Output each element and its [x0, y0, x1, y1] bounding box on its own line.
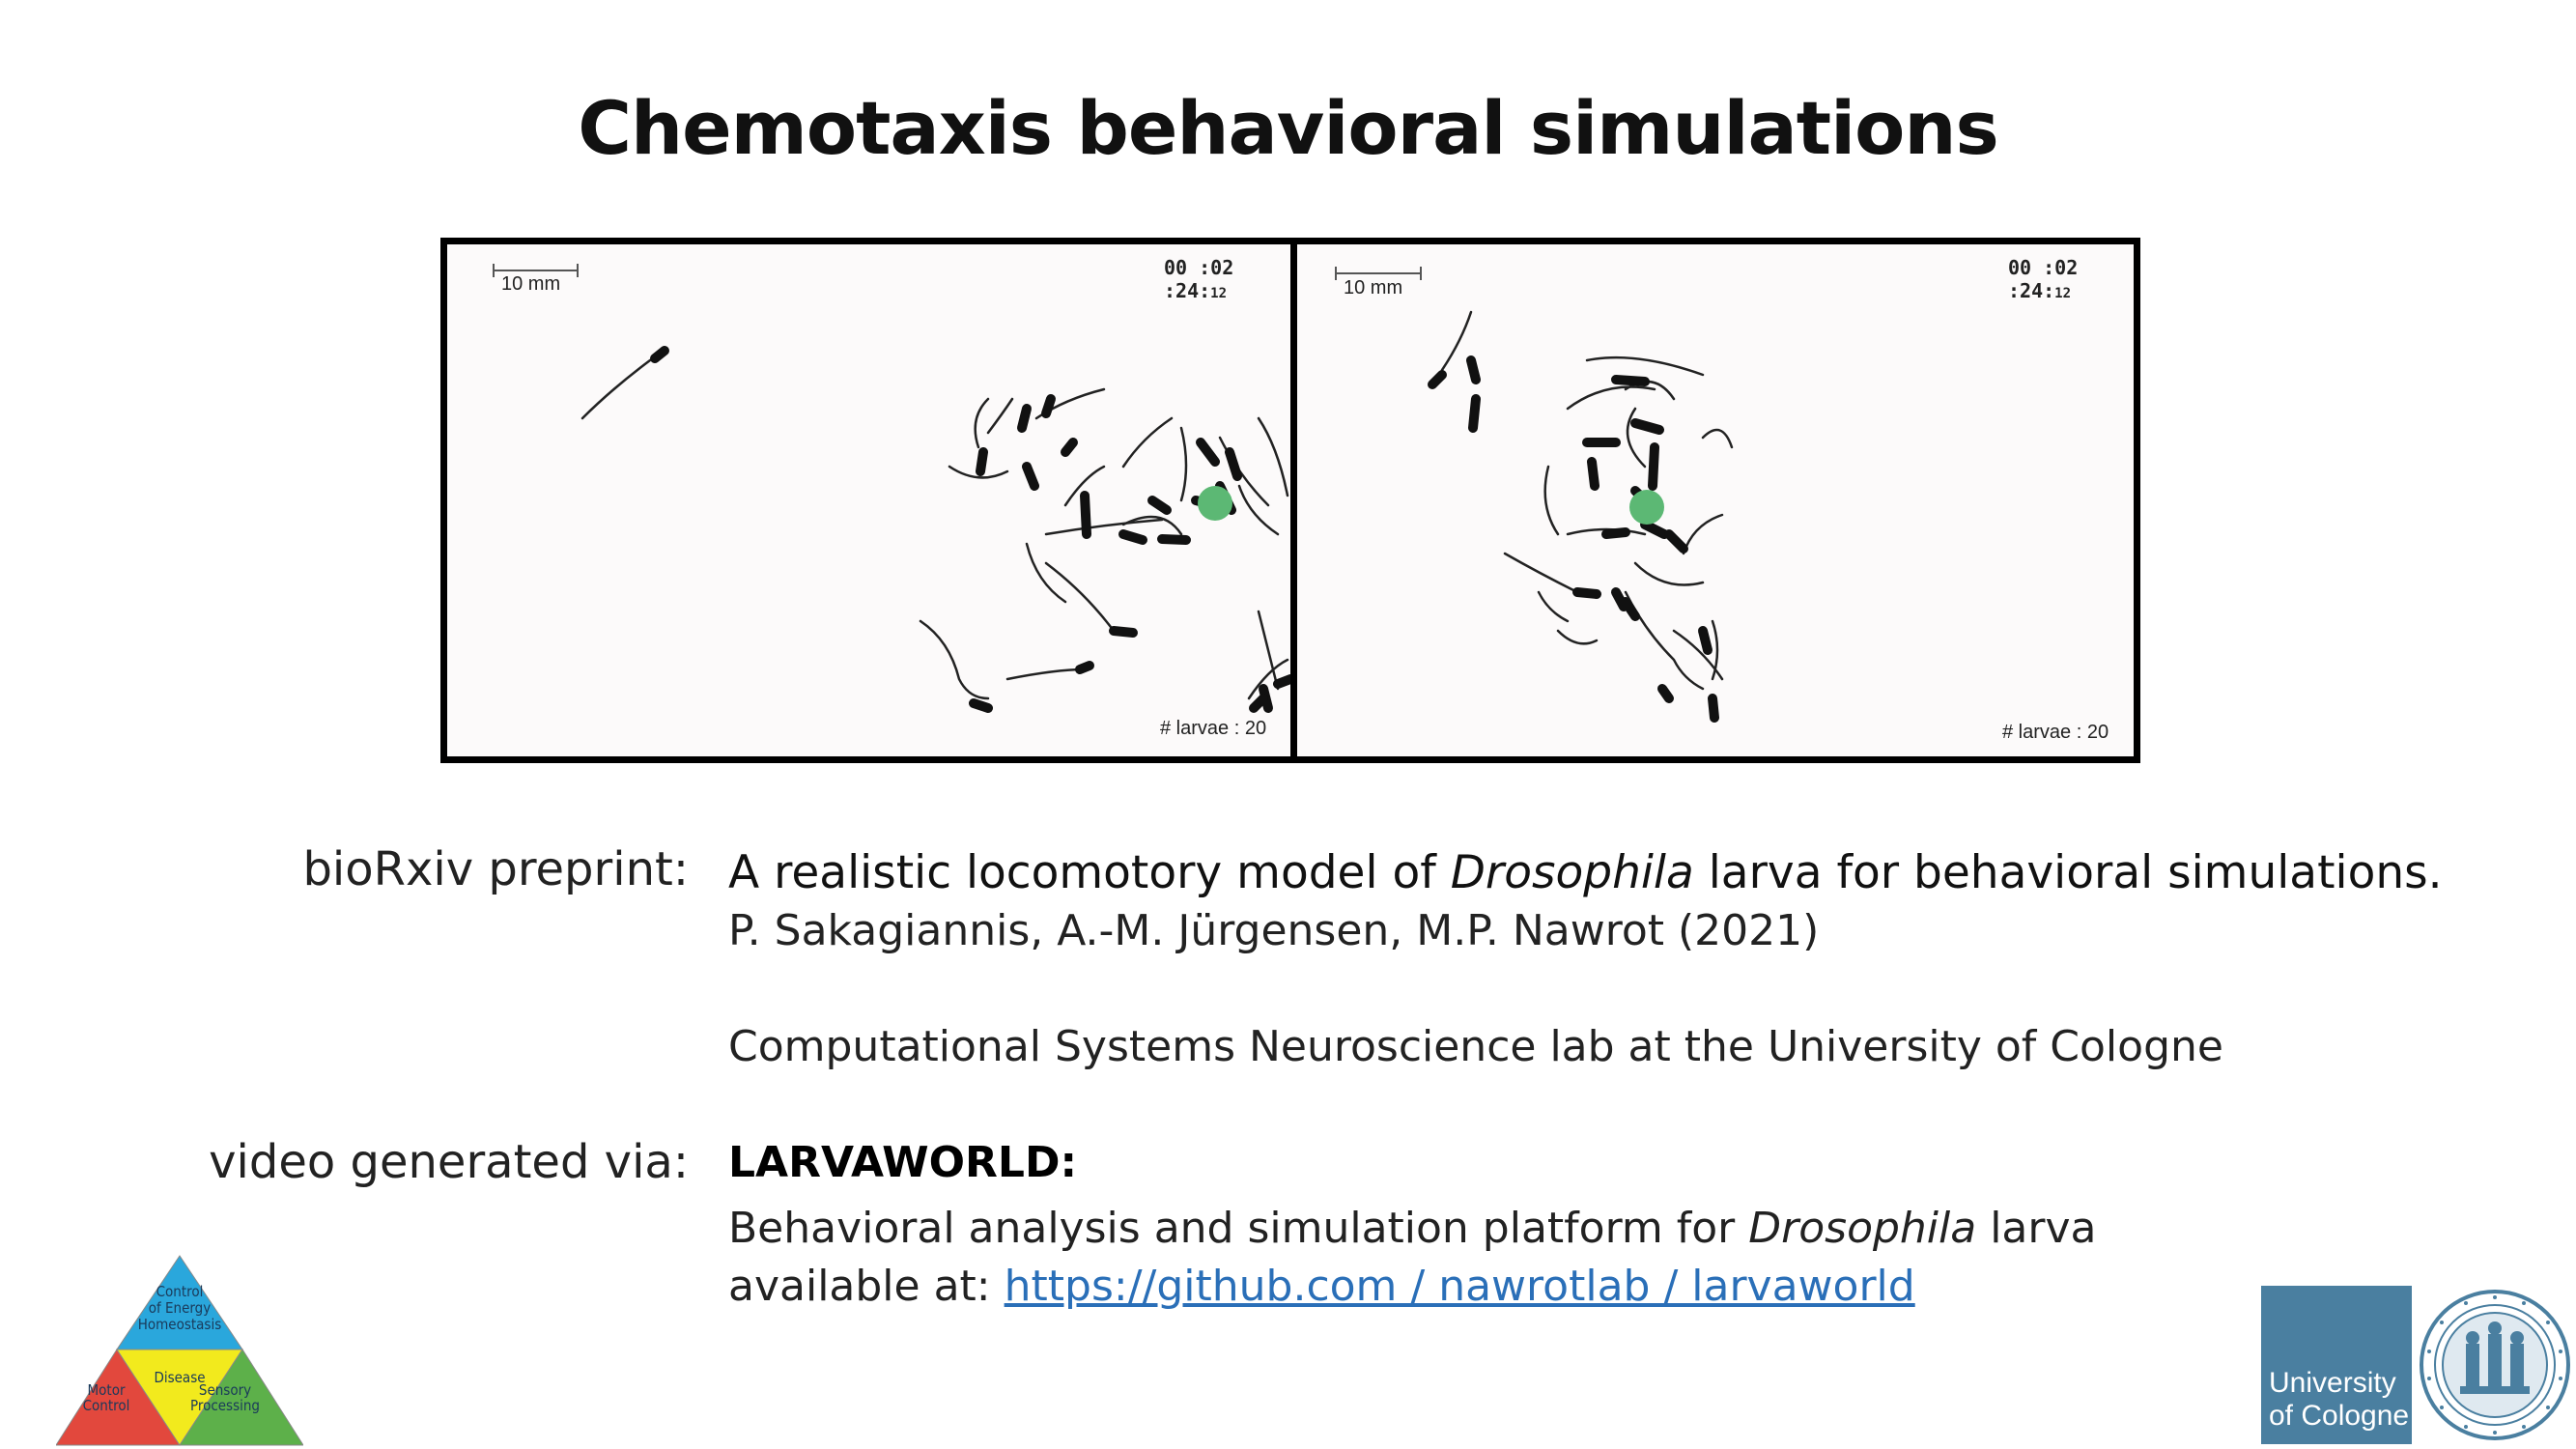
odor-source — [1629, 490, 1664, 525]
sim-timer: 00 :02 :24:12 — [2008, 256, 2079, 302]
simulation-panel-right — [1297, 244, 2140, 756]
triangle-label-top: Control — [156, 1283, 204, 1300]
larva-tracks-right — [1297, 244, 2140, 756]
svg-text:Homeostasis: Homeostasis — [137, 1316, 222, 1333]
availability-line: available at: https://github.com / nawrotlab / larvaworld — [728, 1262, 1915, 1311]
scale-bar-label: 10 mm — [501, 273, 561, 295]
svg-text:Control: Control — [82, 1397, 130, 1414]
simulation-panel-left — [447, 244, 1290, 756]
research-triangle-logo — [56, 1252, 303, 1447]
github-link[interactable]: https://github.com / nawrotlab / larvaworld — [1004, 1262, 1915, 1311]
paper-title: A realistic locomotory model of Drosophila larva for behavioral simulations. — [728, 846, 2443, 899]
university-wordmark: University of Cologne — [2261, 1286, 2412, 1444]
paper-authors: P. Sakagiannis, A.-M. Jürgensen, M.P. Nawrot (2021) — [728, 906, 1820, 955]
larva-tracks-left — [447, 244, 1290, 756]
lab-name: Computational Systems Neuroscience lab at the University of Cologne — [728, 1022, 2223, 1071]
larvae-count: # larvae : 20 — [1160, 718, 1267, 739]
triangle-label-left: Motor — [87, 1381, 126, 1399]
panel-divider — [1290, 244, 1297, 756]
slide-title: Chemotaxis behavioral simulations — [578, 85, 1998, 171]
sim-timer: 00 :02 :24:12 — [1164, 256, 1234, 302]
svg-text:of Energy: of Energy — [148, 1299, 212, 1317]
larvae-count: # larvae : 20 — [2002, 722, 2109, 743]
tool-name: LARVAWORLD: — [728, 1138, 1078, 1187]
tool-description: Behavioral analysis and simulation platform for Drosophila larva — [728, 1204, 2097, 1253]
video-source-label: video generated via: — [209, 1135, 689, 1189]
triangle-label-right: Sensory — [198, 1381, 252, 1399]
svg-text:Processing: Processing — [189, 1397, 261, 1414]
simulation-video[interactable] — [440, 238, 2140, 763]
preprint-label: bioRxiv preprint: — [302, 842, 689, 896]
university-seal-icon — [2418, 1286, 2572, 1444]
triangle-label-mid: Disease — [154, 1369, 206, 1386]
scale-bar-label: 10 mm — [1344, 277, 1403, 298]
odor-source — [1198, 486, 1232, 521]
